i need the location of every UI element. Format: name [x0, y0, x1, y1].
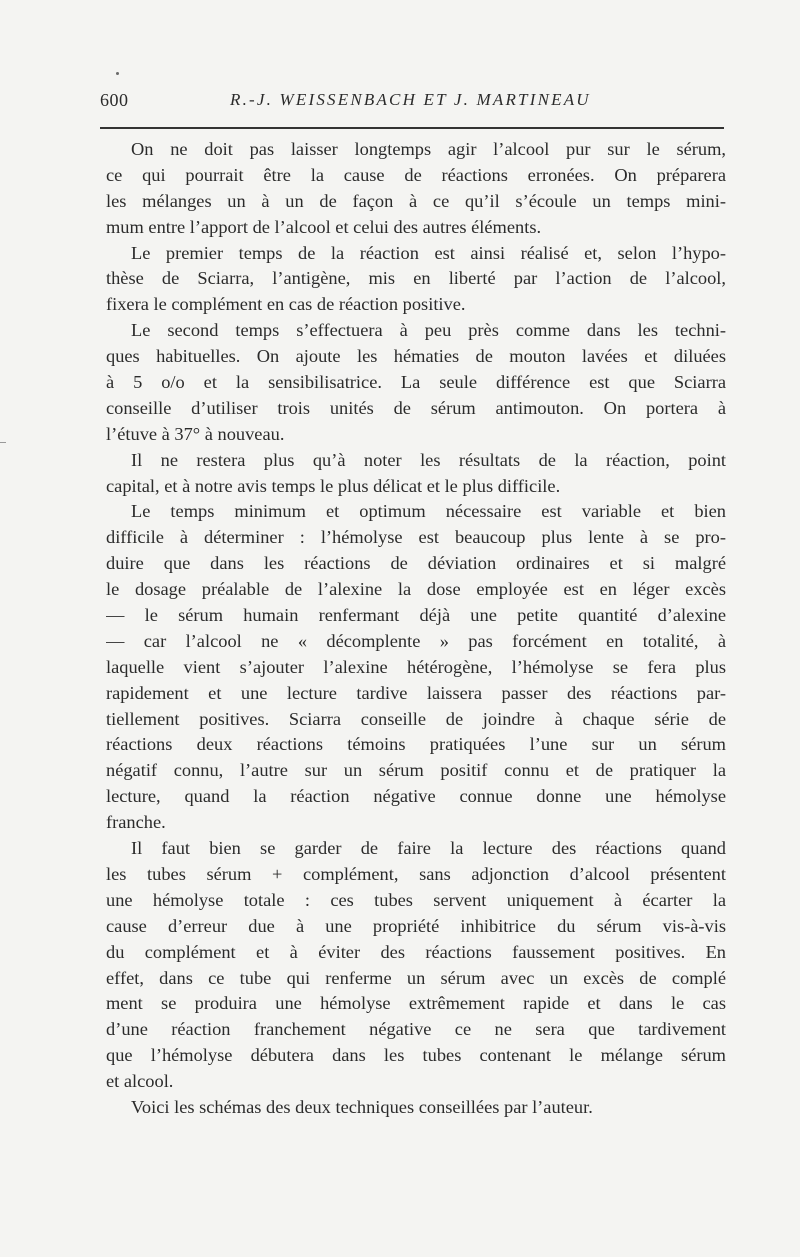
- text-line: tiellement positives. Sciarra conseille de joindre à chaque série de: [106, 708, 726, 729]
- header-rule: [100, 127, 724, 129]
- text-line: une hémolyse totale : ces tubes servent uniquement à écarter la: [106, 889, 726, 910]
- text-line: négatif connu, l’autre sur un sérum positif connu et de pratiquer la: [106, 760, 726, 781]
- text-line: effet, dans ce tube qui renferme un sérum avec un excès de complé: [106, 967, 726, 988]
- paragraph: [106, 318, 726, 447]
- text-line: d’une réaction franchement négative ce ne sera que tardivement: [106, 1019, 726, 1040]
- text-line: réactions deux réactions témoins pratiquées l’une sur un sérum: [106, 734, 726, 755]
- text-line: que l’hémolyse débutera dans les tubes contenant le mélange sérum: [106, 1045, 726, 1066]
- text-line: mum entre l’apport de l’alcool et celui des autres éléments.: [106, 216, 542, 237]
- text-line: fixera le complément en cas de réaction positive.: [106, 294, 466, 315]
- text-line: difficile à déterminer : l’hémolyse est beaucoup plus lente à se pro-: [106, 527, 726, 548]
- margin-mark: [0, 442, 6, 443]
- text-line: — car l’alcool ne « décomplente » pas forcément en totalité, à: [106, 630, 726, 651]
- text-line: Il faut bien se garder de faire la lecture des réactions quand: [131, 838, 726, 859]
- paragraph: [106, 241, 726, 319]
- text-line: les tubes sérum + complément, sans adjonction d’alcool présentent: [106, 863, 726, 884]
- text-line: duire que dans les réactions de déviation ordinaires et si malgré: [106, 553, 726, 574]
- text-line: Le second temps s’effectuera à peu près comme dans les techni-: [131, 320, 726, 341]
- text-line: le dosage préalable de l’alexine la dose employée est en léger excès: [106, 579, 726, 600]
- text-line: l’étuve à 37° à nouveau.: [106, 423, 285, 444]
- paragraph: [106, 448, 726, 500]
- paragraph: [106, 499, 726, 836]
- text-line: thèse de Sciarra, l’antigène, mis en liberté par l’action de l’alcool,: [106, 268, 726, 289]
- running-head: R.-J. WEISSENBACH ET J. MARTINEAU: [230, 90, 591, 109]
- page-number: 600: [100, 90, 129, 110]
- paragraph: [106, 836, 726, 1095]
- text-line: On ne doit pas laisser longtemps agir l’alcool pur sur le sérum,: [131, 139, 726, 159]
- text-line: capital, et à notre avis temps le plus délicat et le plus difficile.: [106, 475, 561, 496]
- text-line: rapidement et une lecture tardive laissera passer des réactions par-: [106, 682, 726, 703]
- text-line: lecture, quand la réaction négative connue donne une hémolyse: [106, 786, 726, 807]
- text-line: Le premier temps de la réaction est ainsi réalisé et, selon l’hypo-: [131, 242, 726, 263]
- text-line: — le sérum humain renfermant déjà une petite quantité d’alexine: [106, 605, 726, 626]
- text-line: ment se produira une hémolyse extrêmement rapide et dans le cas: [106, 993, 726, 1014]
- page-header: [100, 90, 724, 120]
- text-line: du complément et à éviter des réactions faussement positives. En: [106, 941, 726, 962]
- text-line: à 5 o/o et la sensibilisatrice. La seule différence est que Sciarra: [106, 372, 726, 393]
- ink-speck: [116, 72, 119, 75]
- text-line: ques habituelles. On ajoute les hématies de mouton lavées et diluées: [106, 346, 726, 367]
- text-line: les mélanges un à un de façon à ce qu’il s’écoule un temps mini-: [106, 190, 726, 211]
- text-line: laquelle vient s’ajouter l’alexine hétérogène, l’hémolyse se fera plus: [106, 656, 726, 677]
- text-line: ce qui pourrait être la cause de réactions erronées. On préparera: [106, 164, 726, 185]
- paragraph: [106, 1095, 726, 1121]
- body-text: [106, 137, 726, 1121]
- text-line: et alcool.: [106, 1071, 174, 1092]
- text-line: Le temps minimum et optimum nécessaire est variable et bien: [131, 501, 726, 522]
- text-line: conseille d’utiliser trois unités de sérum antimouton. On portera à: [106, 397, 726, 418]
- text-line: cause d’erreur due à une propriété inhibitrice du sérum vis-à-vis: [106, 915, 726, 936]
- text-line: Voici les schémas des deux techniques conseillées par l’auteur.: [131, 1096, 593, 1117]
- text-line: franche.: [106, 812, 166, 833]
- paragraph: [106, 137, 726, 241]
- text-line: Il ne restera plus qu’à noter les résultats de la réaction, point: [131, 449, 726, 470]
